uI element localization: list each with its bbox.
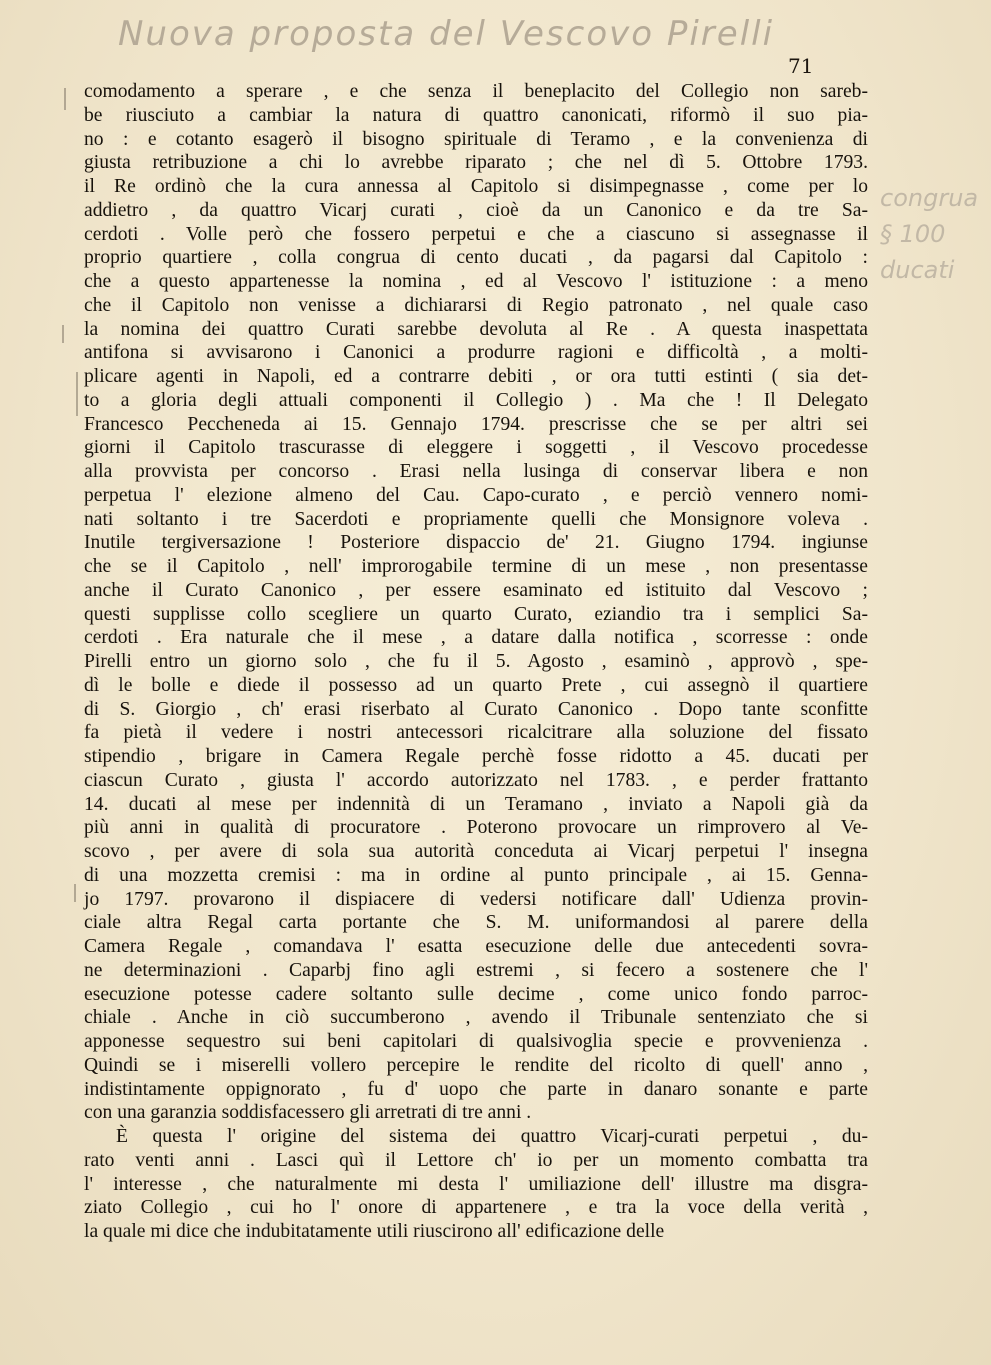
text-line: questi supplisse collo scegliere un quarto Curato, eziandio tra i semplici Sa- — [84, 603, 868, 625]
text-line: cerdoti . Volle però che fossero perpetui e che a ciascuno si assegnasse il — [84, 223, 868, 245]
text-line: fa pietà il vedere i nostri antecessori ricalcitrare alla soluzione del fissato — [84, 722, 868, 744]
text-line: Francesco Peccheneda ai 15. Gennajo 1794. prescrisse che se per altri sei — [84, 413, 868, 435]
text-line: ziato Collegio , cui ho l' onore di appartenere , e tra la voce della verità , — [84, 1197, 868, 1219]
text-line: la nomina dei quattro Curati sarebbe devoluta al Re . A questa inaspettata — [84, 318, 868, 340]
handwritten-note-margin — [880, 180, 988, 288]
text-line: la quale mi dice che indubitatamente utili riuscirono all' edificazione delle — [84, 1221, 665, 1242]
body-text — [84, 80, 868, 1244]
text-line: che il Capitolo non venisse a dichiararsi di Regio patronato , nel quale caso — [84, 294, 868, 316]
text-line: chiale . Anche in ciò succumberono , avendo il Tribunale sentenziato che si — [84, 1007, 868, 1029]
text-line: be riusciuto a cambiar la natura di quattro canonicati, riformò il suo pia- — [84, 104, 868, 126]
text-line: anche il Curato Canonico , per essere esaminato ed istituito dal Vescovo ; — [84, 579, 868, 601]
text-line: comodamento a sperare , e che senza il beneplacito del Collegio non sareb- — [84, 81, 868, 102]
text-line: ne determinazioni . Caparbj fino agli estremi , si fecero a sostenere che l' — [84, 959, 868, 981]
text-line: È questa l' origine del sistema dei quattro Vicarj-curati perpetui , du- — [116, 1126, 868, 1147]
text-line: jo 1797. provarono il dispiacere di vedersi notificare dall' Udienza provin- — [84, 888, 868, 910]
text-line: Camera Regale , comandava l' esatta esecuzione delle due antecedenti sovra- — [84, 936, 868, 957]
margin-mark — [64, 88, 66, 110]
margin-mark — [74, 884, 76, 902]
text-line: ciale altra Regal carta portante che S. M. uniformandosi al parere della — [84, 912, 868, 934]
text-line: apponesse sequestro sui beni capitolari di qualsivoglia specie e provvenienza . — [84, 1031, 868, 1052]
text-line: più anni in qualità di procuratore . Poterono provocare un rimprovero al Ve- — [84, 817, 868, 839]
text-line: proprio quartiere , colla congrua di cento ducati , da pagarsi dal Capitolo : — [84, 247, 868, 269]
text-line: Quindi se i miserelli vollero percepire le rendite del ricolto di quell' anno , — [84, 1054, 868, 1076]
text-line: to a gloria degli attuali componenti il Collegio ) . Ma che ! Il Delegato — [84, 389, 868, 411]
text-line: scovo , per avere di sola sua autorità conceduta ai Vicarj perpetui l' insegna — [84, 841, 868, 862]
text-line: Pirelli entro un giorno solo , che fu il 5. Agosto , esaminò , approvò , spe- — [84, 651, 868, 672]
text-line: giusta retribuzione a chi lo avrebbe riparato ; che nel dì 5. Ottobre 1793. — [84, 152, 868, 174]
text-line: di S. Giorgio , ch' erasi riserbato al Curato Canonico . Dopo tante sconfitte — [84, 698, 868, 720]
margin-mark — [62, 325, 64, 343]
text-line: no : e cotanto esagerò il bisogno spirituale di Teramo , e la convenienza di — [84, 128, 868, 150]
text-line: 14. ducati al mese per indennità di un Teramano , inviato a Napoli già da — [84, 793, 868, 815]
margin-mark — [76, 372, 78, 416]
text-line: giorni il Capitolo trascurasse di eleggere i soggetti , il Vescovo procedesse — [84, 437, 868, 459]
text-line: stipendio , brigare in Camera Regale perchè fosse ridotto a 45. ducati per — [84, 746, 868, 767]
text-line: alla provvista per concorso . Erasi nella lusinga di conservar libera e non — [84, 461, 868, 482]
margin-note-line: ducati — [880, 256, 955, 284]
handwritten-note-top: Nuova proposta del Vescovo Pirelli — [118, 14, 775, 54]
text-line: nati soltanto i tre Sacerdoti e propriamente quelli che Monsignore voleva . — [84, 508, 868, 530]
text-line: rato venti anni . Lasci quì il Lettore ch' io per un momento combatta tra — [84, 1149, 868, 1171]
text-line: indistintamente oppignorato , fu d' uopo che parte in danaro sonante e parte — [84, 1078, 868, 1100]
text-line: ciascun Curato , giusta l' accordo autorizzato nel 1783. , e perder frattanto — [84, 769, 868, 791]
text-line: con una garanzia soddisfacessero gli arretrati di tre anni . — [84, 1102, 532, 1124]
text-line: addietro , da quattro Vicarj curati , cioè da un Canonico e da tre Sa- — [84, 199, 868, 221]
text-line: di una mozzetta cremisi : ma in ordine al punto principale , ai 15. Genna- — [84, 864, 868, 886]
text-line: cerdoti . Era naturale che il mese , a datare dalla notifica , scorresse : onde — [84, 627, 868, 649]
text-line: Inutile tergiversazione ! Posteriore dispaccio de' 21. Giugno 1794. ingiunse — [84, 532, 868, 554]
text-line: dì le bolle e diede il possesso ad un quarto Prete , cui assegnò il quartiere — [84, 674, 868, 696]
text-line: che se il Capitolo , nell' improrogabile termine di un mese , non presentasse — [84, 556, 868, 577]
text-line: perpetua l' elezione almeno del Cau. Capo-curato , e perciò vennero nomi- — [84, 484, 868, 506]
margin-note-line: § 100 — [880, 220, 946, 248]
text-line: antifona si avvisarono i Canonici a produrre ragioni e difficoltà , a molti- — [84, 342, 868, 364]
text-line: plicare agenti in Napoli, ed a contrarre debiti , or ora tutti estinti ( sia det- — [84, 366, 868, 387]
text-line: che a questo appartenesse la nomina , ed al Vescovo l' istituzione : a meno — [84, 271, 868, 292]
text-line: il Re ordinò che la cura annessa al Capitolo si disimpegnasse , come per lo — [84, 176, 868, 197]
text-line: l' interesse , che naturalmente mi desta l' umiliazione dell' illustre ma disgra- — [84, 1173, 868, 1195]
page-number: 71 — [788, 54, 814, 78]
text-line: esecuzione potesse cadere soltanto sulle decime , come unico fondo parroc- — [84, 983, 868, 1005]
margin-note-line: congrua — [880, 184, 979, 212]
